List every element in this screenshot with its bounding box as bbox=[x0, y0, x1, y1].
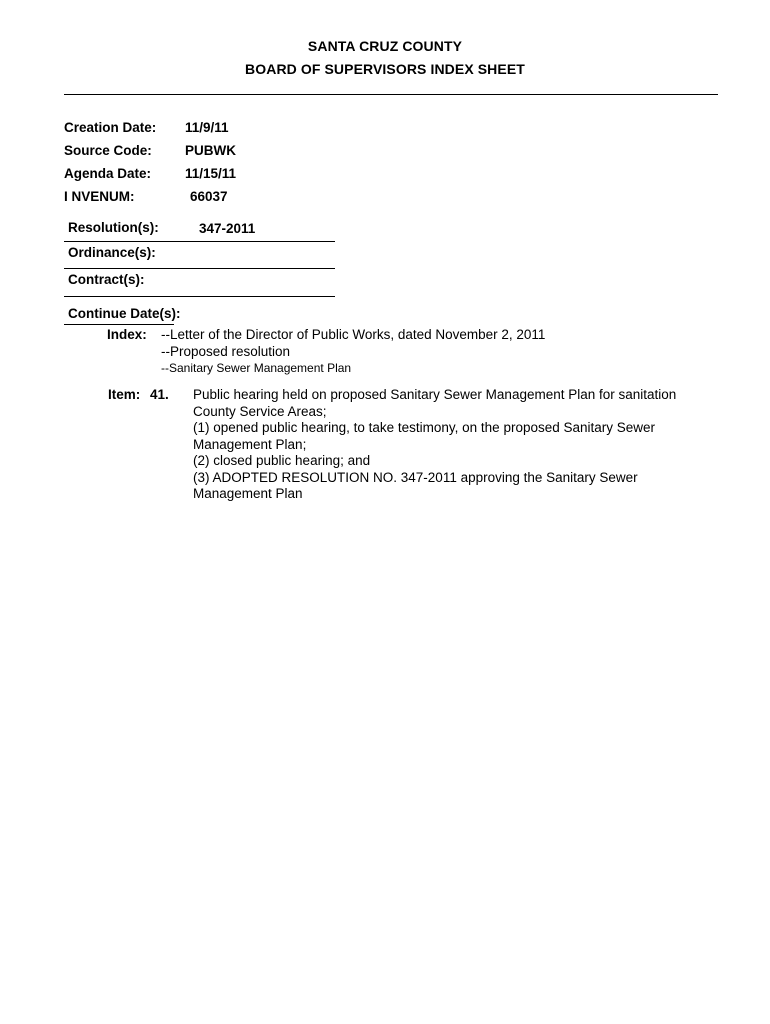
index-label: Index: bbox=[107, 327, 147, 342]
creation-date-label: Creation Date: bbox=[64, 120, 157, 135]
item-description bbox=[193, 387, 703, 503]
continue-dates-rule bbox=[64, 324, 174, 325]
index-entry: --Proposed resolution bbox=[161, 344, 291, 359]
invenum-label: I NVENUM: bbox=[64, 189, 135, 204]
index-entry: --Letter of the Director of Public Works, dated November 2, 2011 bbox=[161, 327, 546, 342]
index-entry: --Sanitary Sewer Management Plan bbox=[161, 361, 352, 375]
creation-date-value: 11/9/11 bbox=[185, 120, 229, 135]
invenum-value: 66037 bbox=[190, 189, 228, 204]
item-line: County Service Areas; bbox=[193, 403, 327, 419]
resolutions-value: 347-2011 bbox=[199, 221, 256, 236]
resolutions-rule bbox=[64, 241, 335, 242]
item-line: (3) ADOPTED RESOLUTION NO. 347-2011 approving the Sanitary Sewer bbox=[193, 469, 638, 485]
agenda-date-label: Agenda Date: bbox=[64, 166, 152, 181]
contracts-rule bbox=[64, 296, 335, 297]
item-label: Item: bbox=[108, 387, 141, 402]
source-code-value: PUBWK bbox=[185, 143, 236, 158]
item-line: (1) opened public hearing, to take testimony, on the proposed Sanitary Sewer bbox=[193, 420, 656, 435]
ordinances-rule bbox=[64, 268, 335, 269]
county-title: SANTA CRUZ COUNTY bbox=[307, 38, 463, 54]
resolutions-label: Resolution(s): bbox=[68, 220, 159, 235]
header-divider bbox=[64, 94, 718, 95]
contracts-label: Contract(s): bbox=[68, 272, 145, 287]
item-line: Public hearing held on proposed Sanitary Sewer Management Plan for sanitation bbox=[193, 387, 677, 402]
item-line: Management Plan bbox=[193, 486, 303, 501]
source-code-label: Source Code: bbox=[64, 143, 152, 158]
ordinances-label: Ordinance(s): bbox=[68, 245, 156, 260]
agenda-date-value: 11/15/11 bbox=[185, 166, 237, 181]
item-number: 41. bbox=[150, 387, 169, 402]
continue-dates-label: Continue Date(s): bbox=[68, 306, 181, 321]
item-line: Management Plan; bbox=[193, 436, 307, 452]
item-line: (2) closed public hearing; and bbox=[193, 453, 371, 468]
sheet-title: BOARD OF SUPERVISORS INDEX SHEET bbox=[245, 61, 525, 77]
